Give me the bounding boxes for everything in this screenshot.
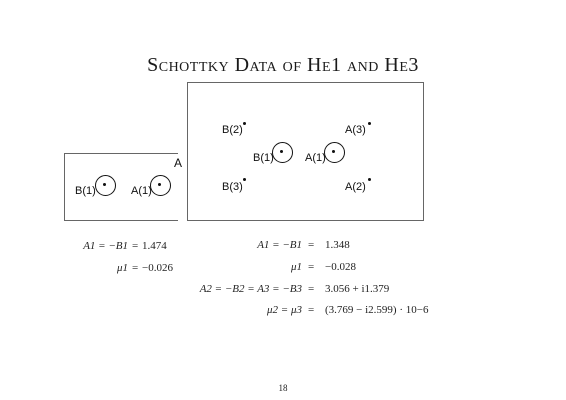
he3-label-b1: B(1) <box>253 152 274 164</box>
he3-label-a2: A(2) <box>345 181 366 193</box>
he1-label-b1: B(1) <box>75 185 96 197</box>
he1-point-a1 <box>158 183 161 186</box>
he3-value-eq-2: = <box>308 261 315 273</box>
he3-point-b3 <box>243 178 246 181</box>
he3-value-rhs-4: (3.769 − i2.599) · 10−6 <box>325 304 429 316</box>
he3-label-b3: B(3) <box>222 181 243 193</box>
he3-point-a3 <box>368 122 371 125</box>
he3-value-lhs-4: μ2 = μ3 <box>267 304 302 316</box>
he3-value-rhs-3: 3.056 + i1.379 <box>325 283 390 295</box>
he3-label-a3: A(3) <box>345 124 366 136</box>
he3-value-eq-3: = <box>308 283 315 295</box>
he1-value-eq-2: = <box>132 262 139 274</box>
he3-value-lhs-3: A2 = −B2 = A3 = −B3 <box>199 283 302 295</box>
he1-value-rhs-1: 1.474 <box>142 240 167 252</box>
he3-point-b1 <box>280 150 283 153</box>
he3-value-rhs-1: 1.348 <box>325 239 350 251</box>
he1-corner-label: A <box>174 156 183 170</box>
he1-value-lhs-2: μ1 <box>116 262 128 274</box>
he1-value-eq-1: = <box>132 240 139 252</box>
he1-label-a1: A(1) <box>131 185 152 197</box>
he3-value-eq-4: = <box>308 304 315 316</box>
he3-point-a2 <box>368 178 371 181</box>
he1-value-lhs-1: A1 = −B1 <box>83 240 128 252</box>
he1-value-rhs-2: −0.026 <box>142 262 173 274</box>
he3-value-lhs-2: μ1 <box>290 261 302 273</box>
he3-label-a1: A(1) <box>305 152 326 164</box>
page-number: 18 <box>278 383 288 393</box>
he3-value-rhs-2: −0.028 <box>325 261 356 273</box>
he3-value-lhs-1: A1 = −B1 <box>257 239 302 251</box>
page-title: Schottky Data of He1 and He3 <box>147 54 419 76</box>
he3-value-eq-1: = <box>308 239 315 251</box>
he1-point-b1 <box>103 183 106 186</box>
he3-label-b2: B(2) <box>222 124 243 136</box>
he3-point-b2 <box>243 122 246 125</box>
he3-point-a1 <box>332 150 335 153</box>
